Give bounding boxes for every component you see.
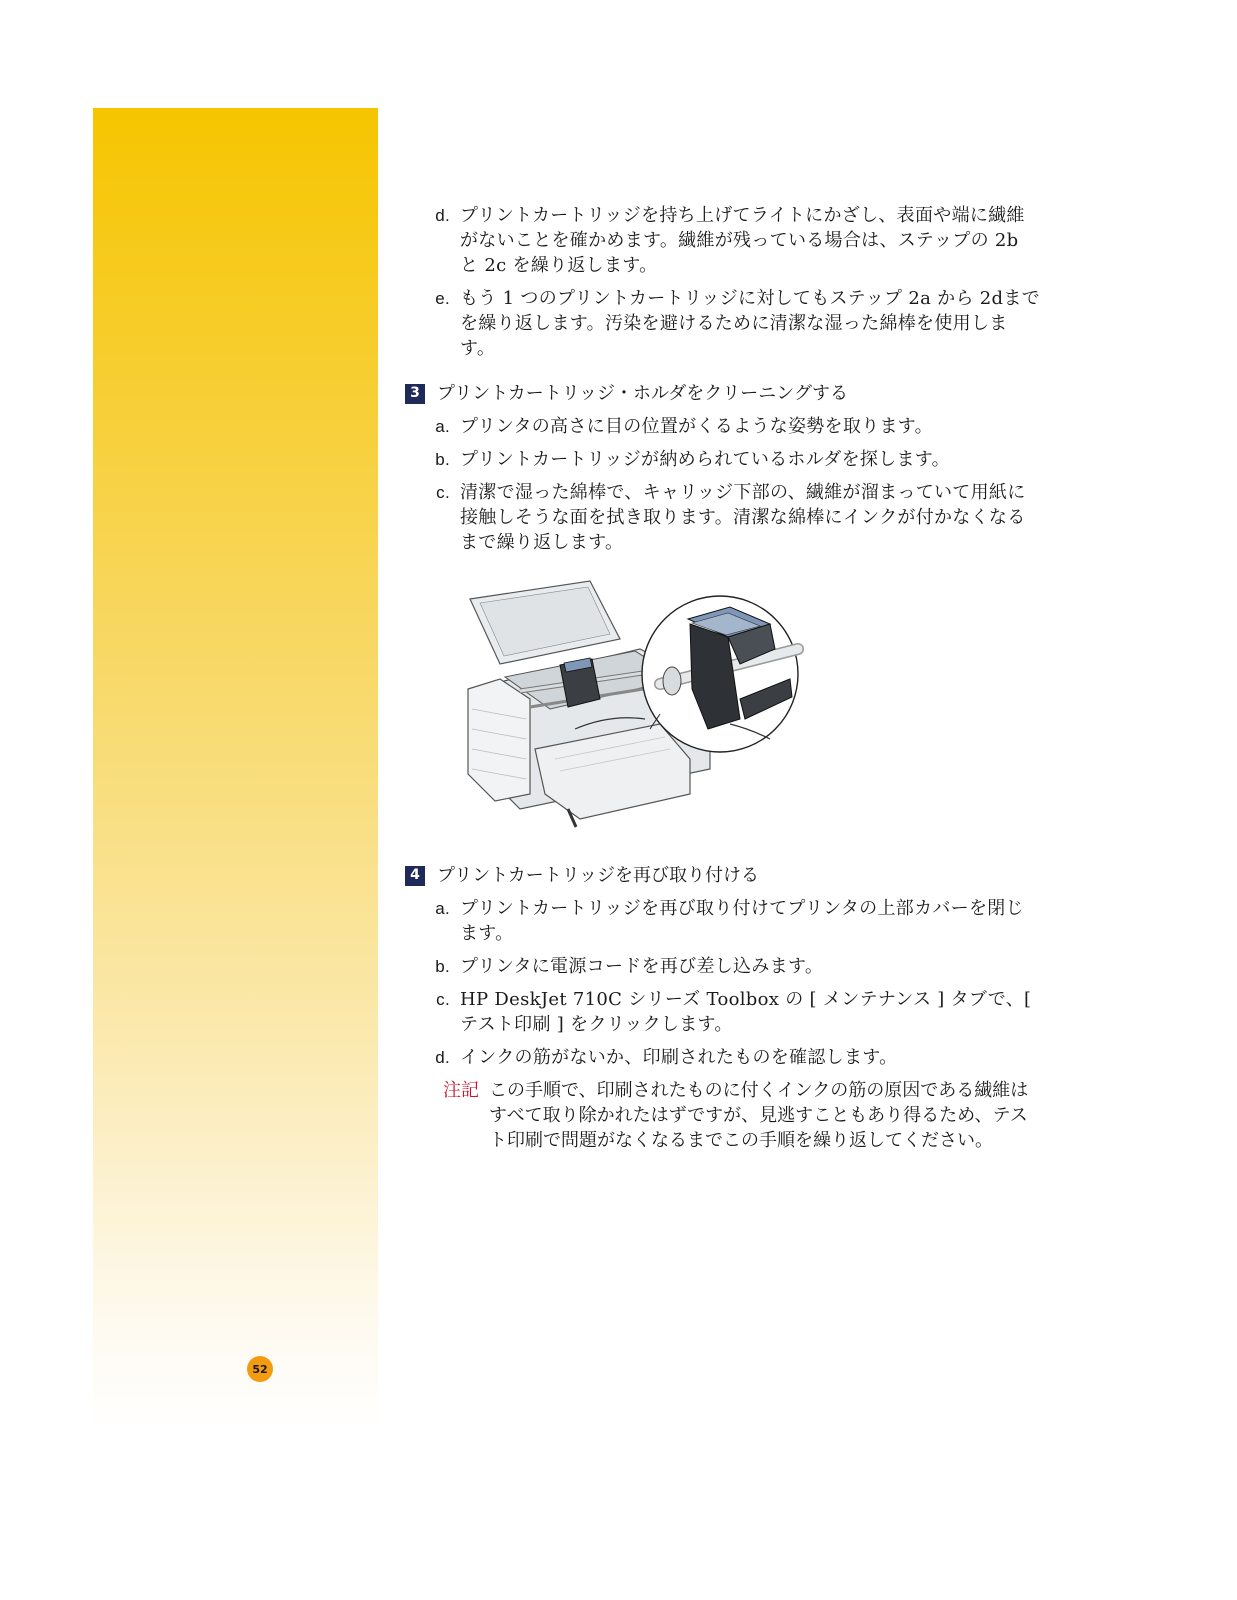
item-text: インクの筋がないか、印刷されたものを確認します。	[460, 1047, 898, 1068]
step-number-badge: 3	[405, 384, 425, 404]
item-text: プリントカートリッジを持ち上げてライトにかざし、表面や端に繊維がないことを確かめます。繊維が残っている場合は、ステップの 2b と 2c を繰り返します。	[460, 205, 1025, 276]
list-item	[402, 447, 1042, 472]
item-text: もう 1 つのプリントカートリッジに対してもステップ 2a から 2dまでを繰り返します。汚染を避けるために清潔な湿った綿棒を使用します。	[460, 288, 1040, 359]
item-label: c.	[436, 483, 450, 502]
item-label: b.	[435, 450, 450, 469]
note-block	[402, 1078, 1042, 1153]
sidebar-gradient	[93, 108, 378, 1433]
main-content	[402, 203, 1042, 1153]
list-item	[402, 896, 1042, 946]
step-heading	[402, 863, 1042, 888]
item-label: a.	[435, 899, 450, 918]
note-text: この手順で、印刷されたものに付くインクの筋の原因である繊維はすべて取り除かれたはずですが、見逃すこともあり得るため、テスト印刷で問題がなくなるまでこの手順を繰り返してください。	[489, 1080, 1029, 1151]
item-text: HP DeskJet 710C シリーズ Toolbox の [ メンテナンス ] タブで、[ テスト印刷 ] をクリックします。	[460, 989, 1032, 1035]
list-item	[402, 954, 1042, 979]
list-item	[402, 480, 1042, 555]
list-item	[402, 203, 1042, 278]
item-text: プリンタに電源コードを再び差し込みます。	[460, 956, 824, 977]
printer-illustration	[460, 579, 810, 849]
item-label: c.	[436, 990, 450, 1009]
step-title: プリントカートリッジ・ホルダをクリーニングする	[437, 383, 848, 404]
list-item	[402, 1045, 1042, 1070]
item-label: d.	[435, 1048, 450, 1067]
item-label: b.	[435, 957, 450, 976]
list-item	[402, 414, 1042, 439]
item-text: プリントカートリッジが納められているホルダを探します。	[460, 449, 950, 470]
printer-cartridge-holder-image	[460, 579, 810, 849]
item-label: e.	[435, 289, 450, 308]
step-number-badge: 4	[405, 866, 425, 886]
step-title: プリントカートリッジを再び取り付ける	[437, 865, 760, 886]
list-item	[402, 286, 1042, 361]
item-text: 清潔で湿った綿棒で、キャリッジ下部の、繊維が溜まっていて用紙に接触しそうな面を拭き取ります。清潔な綿棒にインクが付かなくなるまで繰り返します。	[460, 482, 1026, 553]
item-text: プリンタの高さに目の位置がくるような姿勢を取ります。	[460, 416, 933, 437]
page-number: 52	[247, 1356, 273, 1382]
step-heading	[402, 381, 1042, 406]
item-label: d.	[435, 206, 450, 225]
note-label: 注記	[443, 1080, 479, 1101]
item-label: a.	[435, 417, 450, 436]
item-text: プリントカートリッジを再び取り付けてプリンタの上部カバーを閉じます。	[460, 898, 1024, 944]
list-item	[402, 987, 1042, 1037]
